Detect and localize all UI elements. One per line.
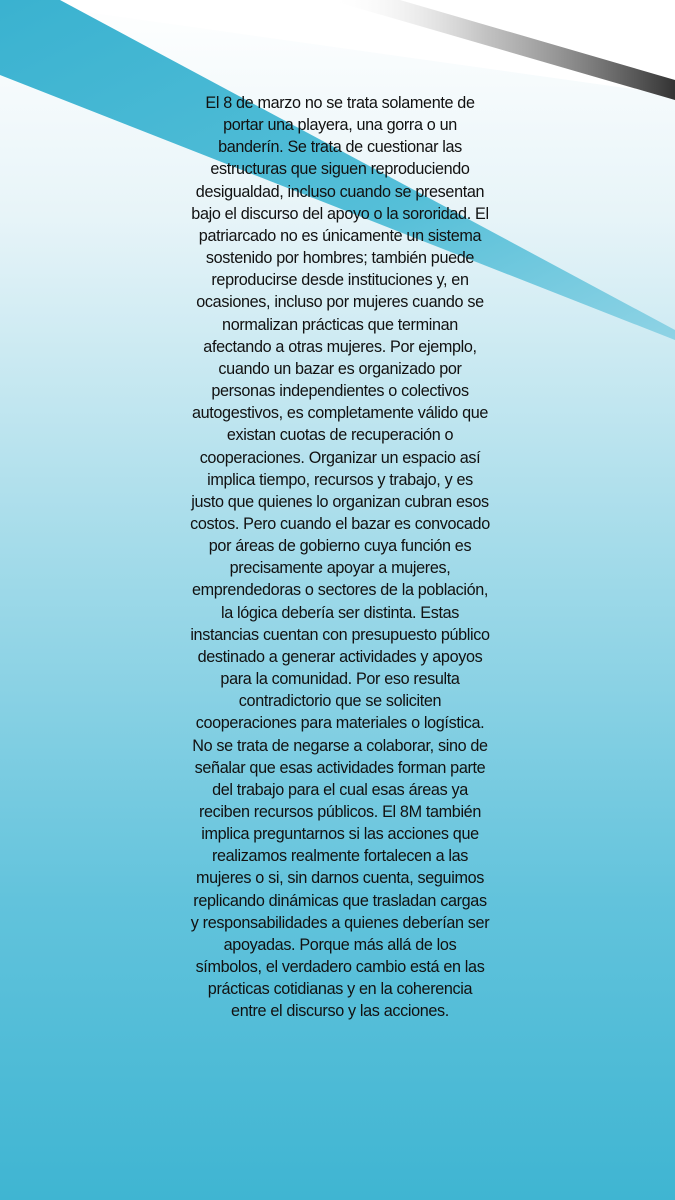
story-text: El 8 de marzo no se trata solamente de portar una playera, una gorra o un banderín. Se trata de cuestionar las estructuras que siguen reproduciendo desigualdad, incluso cuando se presentan bajo el discurso del apoyo o la sororidad. El patriarcado no es únicamente un sistema sostenido por hombres; también puede reproducirse desde instituciones y, en ocasiones, incluso por mujeres cuando se normalizan prácticas que terminan afectando a otras mujeres. Por ejemplo, cuando un bazar es organizado por personas independientes o colectivos autogestivos, es completamente válido que existan cuotas de recuperación o cooperaciones. Organizar un espacio así implica tiempo, recursos y trabajo, y es justo que quienes lo organizan cubran esos costos. Pero cuando el bazar es convocado por áreas de gobierno cuya función es precisamente apoyar a mujeres, emprendedoras o sectores de la población, la lógica debería ser distinta. Estas instancias cuentan con presupuesto público destinado a generar actividades y apoyos para la comunidad. Por eso resulta contradictorio que se soliciten cooperaciones para materiales o logística. No se trata de negarse a colaborar, sino de señalar que esas actividades forman parte del trabajo para el cual esas áreas ya reciben recursos públicos. El 8M también implica preguntarnos si las acciones que realizamos realmente fortalecen a las mujeres o si, sin darnos cuenta, seguimos replicando dinámicas que trasladan cargas y responsabilidades a quienes deberían ser apoyadas. Porque más allá de los símbolos, el verdadero cambio está en las prácticas cotidianas y en la coherencia entre el discurso y las acciones.: [190, 94, 490, 1021]
